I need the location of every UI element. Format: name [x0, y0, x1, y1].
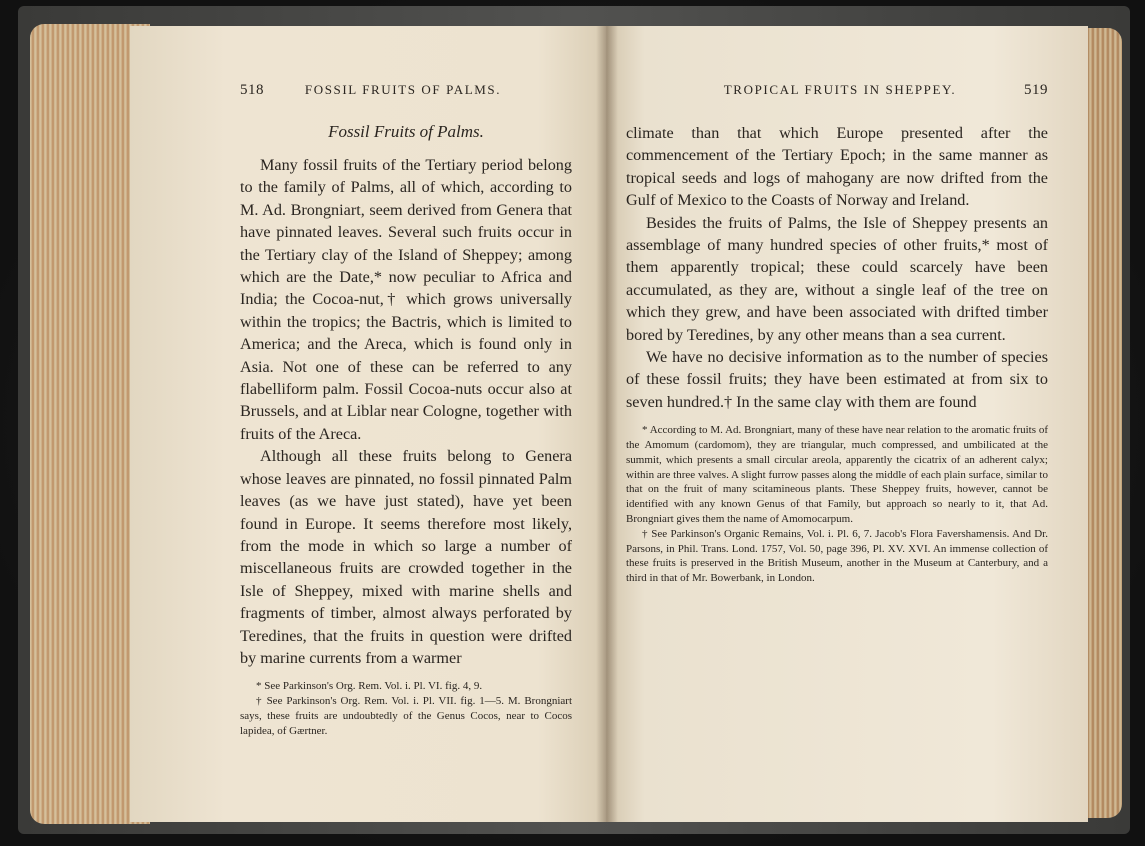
left-footnotes: [240, 679, 572, 738]
right-page-number: 519: [1024, 82, 1048, 98]
right-footnote-1: * According to M. Ad. Brongniart, many of these have near relation to the aromatic fruits of the Amomum (cardomom), they are triangular, much compressed, and umbilicated at the summit, which presents a small circular areola, apparently the cicatrix of an adherent calyx; within are three valves. A slight furrow passes along the middle of each plain surface, similar to that on the fruit of many scitamineous plants. These Sheppey fruits, however, cannot be identified with any known Genus of that Family, but approach so nearly to it, that Ad. Brongniart gives them the name of Amomocarpum.: [626, 424, 1048, 526]
left-running-header: [240, 82, 572, 102]
right-running-header: [626, 82, 1048, 102]
right-footnote-2: † See Parkinson's Organic Remains, Vol. i. Pl. 6, 7. Jacob's Flora Favershamensis. And Dr. Parsons, in Phil. Trans. Lond. 1757, Vol. 50, page 396, Pl. XV. XVI. An immense collection of these fruits is preserved in the British Museum, another in the Museum at Canterbury, and a third in that of Mr. Bowerbank, in London.: [626, 527, 1048, 585]
right-paragraph-2: Besides the fruits of Palms, the Isle of Sheppey presents an assemblage of many hundred species of other fruits,* most of them apparently tropical; these could scarcely have been accumulated, as they are, without a single leaf of the tree on which they grew, and have been associated with drifted timber bored by Teredines, by any other means than a sea current.: [626, 213, 1048, 344]
left-paragraph-2: Although all these fruits belong to Genera whose leaves are pinnated, no fossil pinnated Palm leaves (as we have just stated), have yet been found in Europe. It seems therefore most likely, from the mode in which so large a number of miscellaneous fruits are crowded together in the Isle of Sheppey, mixed with marine shells and fragments of timber, almost always perforated by Teredines, that the fruits in question were drifted by marine currents from a warmer: [240, 447, 572, 667]
right-running-head: TROPICAL FRUITS IN SHEPPEY.: [723, 82, 957, 97]
right-page: [606, 26, 1088, 822]
left-page-number: 518: [240, 82, 264, 98]
left-paragraph-1: Many fossil fruits of the Tertiary period belong to the family of Palms, all of which, according to M. Ad. Brongniart, seem derived from Genera that have pinnated leaves. Several such fruits occur in the Tertiary clay of the Island of Sheppey; among which are the Date,* now peculiar to Africa and India; the Cocoa-nut,† which grows universally within the tropics; the Bactris, which is limited to America; and the Areca, which is found only in Asia. Not one of these can be referred to any flabelliform palm. Fossil Cocoa-nuts occur also at Brussels, and at Liblar near Cologne, together with fruits of the Areca.: [240, 156, 572, 443]
left-footnote-1: * See Parkinson's Org. Rem. Vol. i. Pl. VI. fig. 4, 9.: [256, 680, 483, 693]
right-footnotes: [626, 423, 1048, 586]
book-gutter: [596, 26, 618, 822]
section-title: Fossil Fruits of Palms.: [328, 122, 484, 141]
left-running-head: FOSSIL FRUITS OF PALMS.: [304, 82, 502, 97]
left-page: [130, 26, 610, 822]
left-footnote-2: † See Parkinson's Org. Rem. Vol. i. Pl. VII. fig. 1—5. M. Brongniart says, these fruits are undoubtedly of the Genus Cocos, near to Cocos lapidea, of Gærtner.: [240, 695, 572, 737]
right-paragraph-1: climate than that which Europe presented after the commencement of the Tertiary Epoch; in the same manner as tropical seeds and logs of mahogany are now drifted from the Gulf of Mexico to the Coasts of Norway and Ireland.: [626, 124, 1048, 210]
right-paragraph-3: We have no decisive information as to the number of species of these fossil fruits; they have been estimated at from six to seven hundred.† In the same clay with them are found: [626, 348, 1048, 411]
